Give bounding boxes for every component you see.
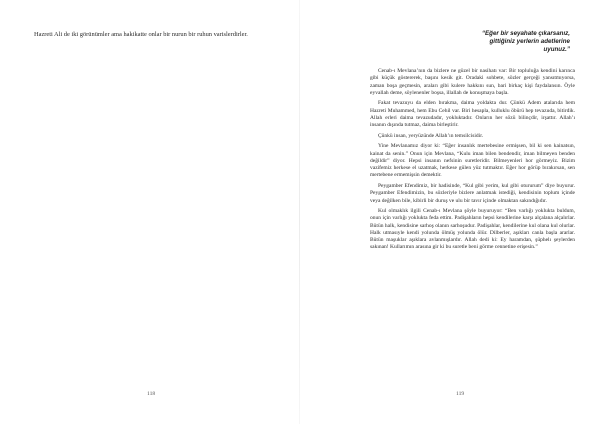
paragraph: Cenab-ı Mevlana’nın da bizlere ne güzel bir nasihatı var: Bir topluluğa kendini karınca gibi küçük göstererek, başını kesik git. Oradaki sohbete, sözler gerçeği yansıtmıyorsa, zaman boşa geçmesin, araları gibi kulere hakkını sun, bari birkaç kişi faydalansın. Öyle eyvallah deme, söylenenler boşsa, illallah de konuşmaya başla. xyxy=(370,68,575,96)
paragraph: Peygamber Efendimiz, bir hadisinde, “Kul gibi yerim, kul gibi otururum” diye buyurur. Peygamber Efendimizin, bu sözleriyle bizlere anlatmak istediği, kendisinin toplum içinde veya değilken bile, kibirli bir duruş ve ulu bir tavır içinde olmaktan sakındığıdır. xyxy=(370,182,575,204)
paragraph: Kul olmaklık ilgili Cenab-ı Mevlana şöyle buyuruyor: “Ben varlığı yoklukta buldum, onun için varlığı yoklukta feda ettim. Padişahların hepsi kendilerine karşı alçalana alçalırlar. Bütün halk, kendisine sarhoş olanın sarhoşudur. Padişahlar, kendilerine kul olana kul olurlar. Halk utmasıyle kendi yolunda ölmüş yolunda ölür. Dilberler, aşıkları canla başla ararlar. Bütün maşuklar aşıklara avlanmışlardır. Allah dedi ki: Ey haramdan, şüphelı şeylerden sakınan! Kullarımın arasına gir ki bu suretle beni görme cennetine erişesin.” xyxy=(370,207,575,251)
left-page-number: 118 xyxy=(147,391,156,397)
body-text xyxy=(370,68,575,255)
paragraph: Çünkü insan, yeryüzünde Allah’ın temsilcisidir. xyxy=(378,132,484,139)
epigraph-quote: “Eğer bir seyahate çıkarsanız, gittiğiniz yerlerin adetlerine uyunuz.” xyxy=(481,30,570,54)
right-page-number: 119 xyxy=(456,391,465,397)
paragraph: Yine Mevlanamız diyor ki: “Eğer insanlık mertebesine ermişsen, bil ki sen kainatsın, kainat da senin.” Onun için Mevlana, “Kulu iman bilen bendendir, iman bilmeyen benden değildir” diyor. Hepsi insanın nefsinin suretleridir. Bilmeyenleri hor görmeyiz. Bizim vazifemiz herkese el uzatmak, herkese gülen yüz tutmaktır. Eğer hor görüp bırakırsan, sen mertebene ermemişsin demektir. xyxy=(370,143,575,179)
paragraph: Fakat tevazuyu da elden bırakma, daima yoldakta dur. Çünkü Adem atalarıda hem Hazreti Muhammed, hem Ebu Cehil var. Biri hesapla, kulluklu öbürü hep tevazuda, bitirdik. Allah erleri daima tevazudadır, yokluktadır. Onların her sözü bilinçdir, irşattır. Allah’ı insanın dışında tutmaz, daima birleştirir. xyxy=(370,100,575,129)
right-page xyxy=(300,0,600,424)
left-page-text: Hazreti Ali de iki görünümler ama hakikatte onlar bir nurun bir ruhun varislerdirler. xyxy=(34,31,248,38)
